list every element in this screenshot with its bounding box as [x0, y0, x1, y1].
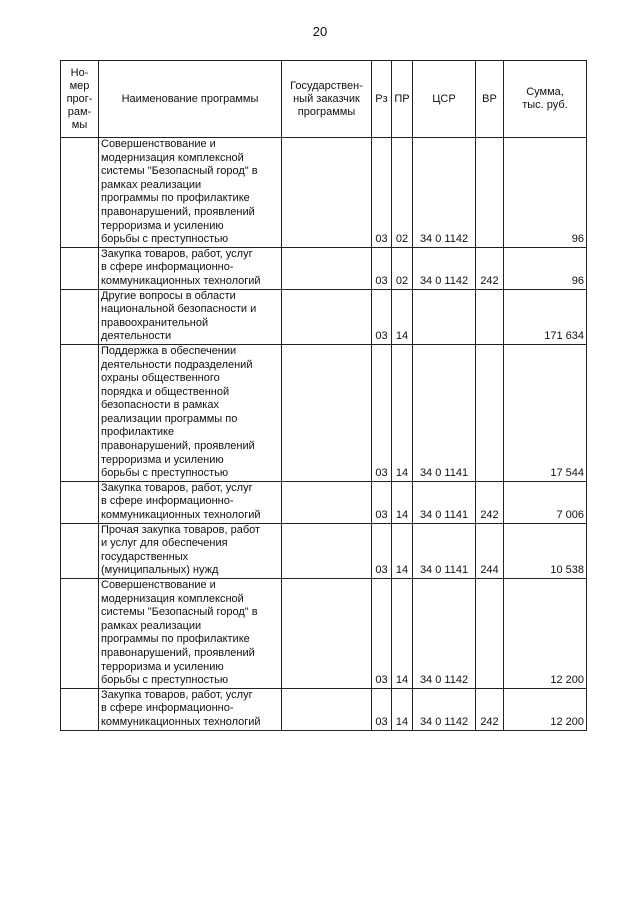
cell-sum: 96: [504, 138, 587, 248]
table-row: [61, 344, 587, 481]
cell-num: [61, 481, 99, 523]
cell-name: Другие вопросы в области национальной безопасности и правоохранительной деятельности: [99, 289, 282, 344]
cell-pr: 02: [392, 247, 413, 289]
header-rz: Рз: [372, 61, 392, 138]
cell-num: [61, 523, 99, 578]
cell-csr: 34 0 1142: [413, 579, 476, 689]
cell-pr: 14: [392, 523, 413, 578]
cell-customer: [282, 481, 372, 523]
cell-num: [61, 344, 99, 481]
cell-name: Совершенствование и модернизация комплексной системы "Безопасный город" в рамках реализации программы по профилактике правонарушений, проявлений терроризма и усилению борьбы с преступностью: [99, 579, 282, 689]
header-customer: Государствен- ный заказчик программы: [282, 61, 372, 138]
cell-num: [61, 138, 99, 248]
cell-name: Закупка товаров, работ, услуг в сфере информационно- коммуникационных технологий: [99, 247, 282, 289]
cell-csr: 34 0 1141: [413, 523, 476, 578]
cell-sum: 10 538: [504, 523, 587, 578]
cell-customer: [282, 579, 372, 689]
cell-rz: 03: [372, 344, 392, 481]
cell-rz: 03: [372, 481, 392, 523]
cell-vr: 242: [476, 688, 504, 730]
cell-sum: 7 006: [504, 481, 587, 523]
cell-csr: 34 0 1141: [413, 481, 476, 523]
cell-customer: [282, 247, 372, 289]
cell-customer: [282, 688, 372, 730]
cell-rz: 03: [372, 579, 392, 689]
cell-vr: 242: [476, 481, 504, 523]
budget-table: [60, 60, 587, 731]
cell-vr: [476, 289, 504, 344]
cell-sum: 12 200: [504, 688, 587, 730]
table-body: [61, 138, 587, 731]
cell-sum: 171 634: [504, 289, 587, 344]
cell-csr: 34 0 1142: [413, 688, 476, 730]
cell-name: Закупка товаров, работ, услуг в сфере информационно- коммуникационных технологий: [99, 481, 282, 523]
cell-csr: 34 0 1142: [413, 247, 476, 289]
cell-rz: 03: [372, 247, 392, 289]
cell-pr: 14: [392, 289, 413, 344]
table-row: [61, 688, 587, 730]
cell-name: Поддержка в обеспечении деятельности подразделений охраны общественного порядка и общественной безопасности в рамках реализации программы по профилактике правонарушений, проявлений терроризма и усилению борьбы с преступностью: [99, 344, 282, 481]
cell-pr: 14: [392, 579, 413, 689]
cell-pr: 02: [392, 138, 413, 248]
cell-vr: [476, 579, 504, 689]
table-row: [61, 289, 587, 344]
header-pr: ПР: [392, 61, 413, 138]
cell-sum: 17 544: [504, 344, 587, 481]
cell-num: [61, 289, 99, 344]
cell-num: [61, 688, 99, 730]
cell-rz: 03: [372, 523, 392, 578]
cell-name: Закупка товаров, работ, услуг в сфере информационно- коммуникационных технологий: [99, 688, 282, 730]
cell-vr: [476, 138, 504, 248]
header-num: Но- мер прог- рам- мы: [61, 61, 99, 138]
cell-vr: [476, 344, 504, 481]
cell-pr: 14: [392, 688, 413, 730]
cell-vr: 242: [476, 247, 504, 289]
cell-sum: 12 200: [504, 579, 587, 689]
header-vr: ВР: [476, 61, 504, 138]
cell-rz: 03: [372, 138, 392, 248]
header-row: [61, 61, 587, 138]
cell-pr: 14: [392, 481, 413, 523]
page-number: 20: [312, 24, 328, 39]
cell-name: Прочая закупка товаров, работ и услуг для обеспечения государственных (муниципальных) нужд: [99, 523, 282, 578]
cell-csr: 34 0 1141: [413, 344, 476, 481]
table-row: [61, 138, 587, 248]
header-name: Наименование программы: [99, 61, 282, 138]
cell-customer: [282, 523, 372, 578]
cell-customer: [282, 138, 372, 248]
cell-csr: 34 0 1142: [413, 138, 476, 248]
cell-num: [61, 247, 99, 289]
table-row: [61, 481, 587, 523]
cell-pr: 14: [392, 344, 413, 481]
cell-csr: [413, 289, 476, 344]
cell-name: Совершенствование и модернизация комплексной системы "Безопасный город" в рамках реализации программы по профилактике правонарушений, проявлений терроризма и усилению борьбы с преступностью: [99, 138, 282, 248]
cell-rz: 03: [372, 289, 392, 344]
table-row: [61, 247, 587, 289]
table-row: [61, 523, 587, 578]
cell-customer: [282, 289, 372, 344]
cell-sum: 96: [504, 247, 587, 289]
table-row: [61, 579, 587, 689]
cell-num: [61, 579, 99, 689]
cell-customer: [282, 344, 372, 481]
cell-vr: 244: [476, 523, 504, 578]
cell-rz: 03: [372, 688, 392, 730]
header-csr: ЦСР: [413, 61, 476, 138]
header-sum: Сумма, тыс. руб.: [504, 61, 587, 138]
